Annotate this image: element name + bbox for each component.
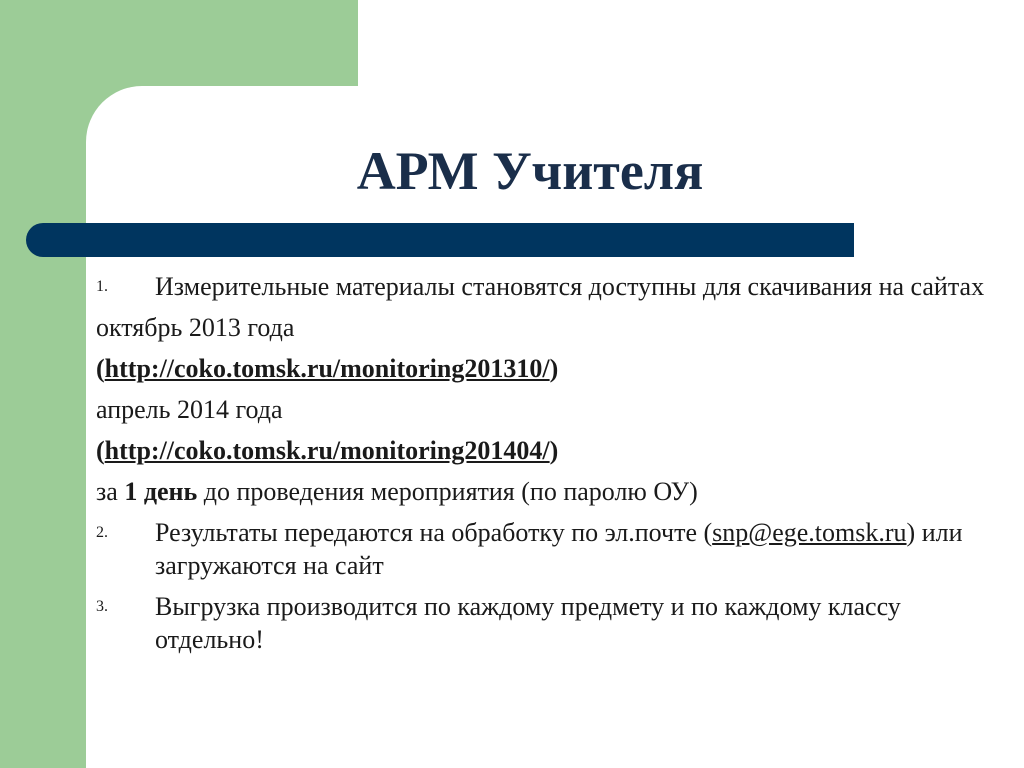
list-item-2 (96, 516, 996, 582)
april-link-line (96, 434, 996, 467)
deadline-suffix: до проведения мероприятия (по паролю ОУ) (197, 477, 698, 506)
april-open-paren: ( (96, 436, 105, 465)
list-number: 1. (96, 278, 108, 295)
deadline-prefix: за (96, 477, 125, 506)
list-number: 3. (96, 598, 108, 615)
list-number: 2. (96, 524, 108, 541)
list-item-text-after: ) или загружаются на сайт (155, 518, 963, 580)
list-item-3 (96, 590, 996, 656)
deadline-line (96, 475, 996, 508)
october-link-line (96, 352, 996, 385)
list-item-text: Измерительные материалы становятся доступны для скачивания на сайтах (155, 272, 985, 301)
october-label: октябрь 2013 года (96, 313, 295, 342)
list-item-text: Выгрузка производится по каждому предмету и по каждому классу отдельно! (155, 592, 901, 654)
title-underline-bar (26, 223, 854, 257)
april-link[interactable]: http://coko.tomsk.ru/monitoring201404/ (104, 436, 550, 465)
april-label: апрель 2014 года (96, 395, 283, 424)
october-open-paren: ( (96, 354, 105, 383)
list-item-1 (96, 270, 996, 303)
april-close-paren: ) (549, 436, 559, 465)
slide-body (96, 270, 996, 664)
list-item-text-before: Результаты передаются на обработку по эл.почте ( (155, 518, 713, 547)
email-link[interactable]: snp@ege.tomsk.ru (712, 518, 907, 547)
slide-title: АРМ Учителя (356, 141, 704, 201)
deadline-bold: 1 день (124, 477, 198, 506)
october-close-paren: ) (549, 354, 559, 383)
october-link[interactable]: http://coko.tomsk.ru/monitoring201310/ (104, 354, 550, 383)
